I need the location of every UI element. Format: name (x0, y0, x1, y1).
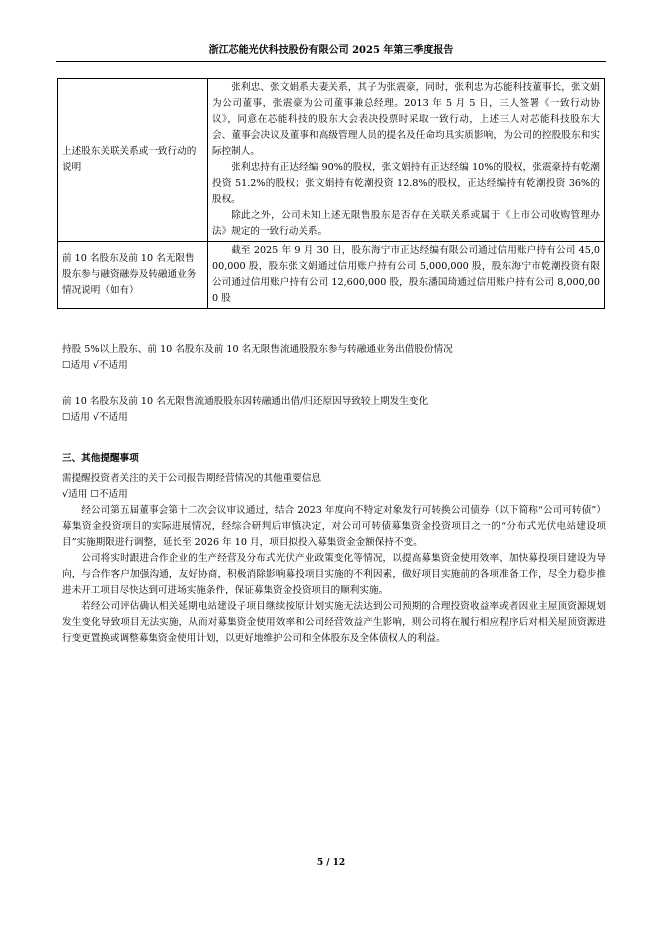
section-intro: 需提醒投资者关注的关于公司报告期经营情况的其他重要信息 (62, 473, 322, 484)
change-section (62, 394, 606, 426)
page-header: 浙江芯能光伏科技股份有限公司 2025 年第三季度报告 (208, 45, 454, 56)
table-row (58, 242, 605, 309)
body-paragraph: 经公司第五届董事会第十二次会议审议通过，结合 2023 年度向不特定对象发行可转换公司债券（以下简称“公司可转债”）募集资金投资项目的实际进展情况，经综合研判后审慎决定，对公司可转债募集资金投资项目之一的“分布式光伏电站建设项目”实施期限进行调整，延长至 2026 年 10 月，项目拟投入募集资金金额保持不变。 (62, 505, 606, 548)
lending-options: ☐适用 √不适用 (62, 360, 128, 371)
section-options: √适用 ☐不适用 (62, 489, 128, 500)
row-label: 前 10 名股东及前 10 名无限售股东参与融资融券及转融通业务情况说明（如有） (58, 242, 208, 309)
row-content (208, 242, 605, 309)
table-row (58, 79, 605, 242)
content-paragraph: 张利忠持有正达经编 90%的股权，张文娟持有正达经编 10%的股权，张震豪持有乾潮投资 51.2%的股权；张文娟持有乾潮投资 12.8%的股权，正达经编持有乾潮投资 36%的股权。 (212, 162, 600, 205)
change-options: ☐适用 √不适用 (62, 412, 128, 423)
section-heading: 三、其他提醒事项 (62, 453, 139, 464)
change-title: 前 10 名股东及前 10 名无限售流通股股东因转融通出借/归还原因导致较上期发生变化 (62, 396, 429, 407)
row-content (208, 79, 605, 242)
other-reminders-section (62, 451, 606, 647)
row-label: 上述股东关联关系或一致行动的说明 (58, 79, 208, 242)
body-paragraph: 公司将实时跟进合作企业的生产经营及分布式光伏产业政策变化等情况，以提高募集资金使用效率、加快募投项目建设为导向，与合作客户加强沟通，友好协商，积极消除影响募投项目实施的不利因素，做好项目实施前的各项准备工作，尽全力稳步推进未开工项目尽快达到可进场实施条件，保证募集资金投资项目的顺利实施。 (62, 553, 606, 596)
lending-title: 持股 5%以上股东、前 10 名股东及前 10 名无限售流通股股东参与转融通业务出借股份情况 (62, 344, 453, 355)
page-number: 5 / 12 (316, 858, 346, 868)
header-divider (56, 61, 606, 62)
lending-section (62, 342, 606, 374)
content-paragraph: 除此之外，公司未知上述无限售股东是否存在关联关系或属于《上市公司收购管理办法》规定的一致行动关系。 (212, 210, 600, 237)
content-paragraph: 张利忠、张文娟系夫妻关系，其子为张震豪，同时，张利忠为芯能科技董事长，张文娟为公司董事，张震豪为公司董事兼总经理。2013 年 5 月 5 日，三人签署《一致行动协议》，同意在芯能科技的股东大会表决投票时采取一致行动，上述三人对芯能科技股东大会、董事会决议及董事和高级管理人员的提名及任命均具实质影响，为公司的控股股东和实际控制人。 (212, 82, 600, 157)
body-paragraph: 若经公司评估确认相关延期电站建设子项目继续按原计划实施无法达到公司预期的合理投资收益率或者因业主屋顶资源规划发生变化导致项目无法实施，从而对募集资金使用效率和公司经营效益产生影响，则公司将在履行相应程序后对相关屋顶资源进行变更置换或调整募集资金使用计划，以更好地维护公司和全体股东及全体债权人的利益。 (62, 601, 606, 644)
shareholder-info-table (57, 78, 605, 309)
content-paragraph: 截至 2025 年 9 月 30 日，股东海宁市正达经编有限公司通过信用账户持有公司 45,000,000 股，股东张文娟通过信用账户持有公司 5,000,000 股，股东海宁市乾潮投资有限公司通过信用账户持有公司 12,600,000 股，股东潘国琦通过信用账户持有公司 8,000,000 股 (212, 245, 600, 304)
